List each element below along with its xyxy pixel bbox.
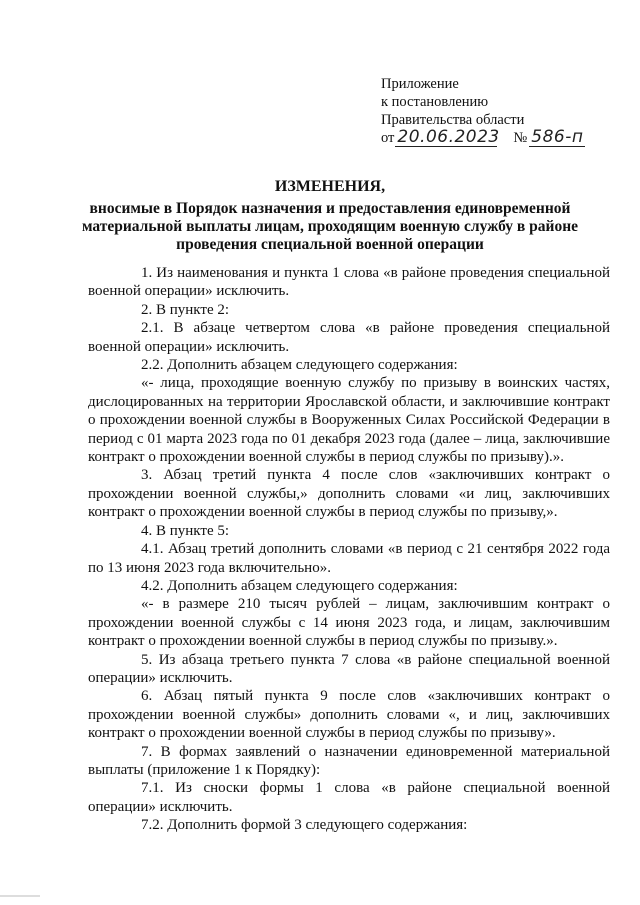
paragraph-3: 3. Абзац третий пункта 4 после слов «заключивших контракт о прохождении военной службы,» дополнить словами «и лиц, заключивших контракт о прохождении военной службы в период службы по призыву,». (88, 467, 610, 521)
number-label: № (513, 130, 528, 146)
paragraph-4-2-quote: «- в размере 210 тысяч рублей – лицам, заключившим контракт о прохождении военной службы с 14 июня 2023 года, и лицам, заключившим контракт о прохождении военной службы в период службы по призыву.». (88, 596, 610, 650)
paragraph-2-1: 2.1. В абзаце четвертом слова «в районе проведения специальной военной операции» исключить. (88, 320, 610, 355)
scan-artifact (0, 895, 40, 897)
document-title (60, 178, 600, 254)
paragraph-5: 5. Из абзаца третьего пункта 7 слова «в районе специальной военной операции» исключить. (88, 651, 610, 686)
title-subtitle: вносимые в Порядок назначения и предоставления единовременной материальной выплаты лицам, проходящим военную службу в районе проведения специальной военной операции (81, 200, 579, 253)
document-body (88, 264, 610, 835)
paragraph-2-2-quote: «- лица, проходящие военную службу по призыву в воинских частях, дислоцированных на территории Ярославской области, и заключившие контракт о прохождении военной службы в Вооруженных Силах Российской Федерации в период с 01 марта 2023 года по 01 декабря 2023 года (далее – лица, заключившие контракт о прохождении военной службы в период службы по призыву).». (88, 375, 610, 466)
appendix-date-line (381, 129, 585, 147)
paragraph-4-1: 4.1. Абзац третий дополнить словами «в период с 21 сентября 2022 года по 13 июня 2023 года включительно». (88, 541, 610, 576)
paragraph-2-2: 2.2. Дополнить абзацем следующего содержания: (141, 357, 458, 374)
appendix-line-1: Приложение (381, 76, 459, 92)
paragraph-4-2: 4.2. Дополнить абзацем следующего содержания: (141, 577, 458, 594)
paragraph-1: 1. Из наименования и пункта 1 слова «в районе проведения специальной военной операции» исключить. (88, 265, 610, 300)
handwritten-date: 20.06.2023 (397, 127, 500, 147)
paragraph-7: 7. В формах заявлений о назначении единовременной материальной выплаты (приложение 1 к Порядку): (88, 743, 610, 778)
paragraph-2: 2. В пункте 2: (141, 301, 230, 318)
paragraph-7-1: 7.1. Из сноски формы 1 слова «в районе специальной военной операции» исключить. (88, 780, 610, 815)
paragraph-6: 6. Абзац пятый пункта 9 после слов «заключивших контракт о прохождении военной службы» дополнить словами «, и лиц, заключивших контракт о прохождении военной службы в период службы по призыву». (88, 688, 610, 742)
appendix-line-2: к постановлению (381, 94, 489, 110)
from-label: от (381, 130, 395, 146)
appendix-block (381, 75, 585, 147)
appendix-line-3: Правительства области (381, 112, 525, 128)
paragraph-4: 4. В пункте 5: (141, 522, 230, 539)
paragraph-7-2: 7.2. Дополнить формой 3 следующего содержания: (141, 817, 468, 834)
handwritten-number: 586-п (531, 127, 584, 147)
title-heading: ИЗМЕНЕНИЯ, (274, 178, 386, 195)
